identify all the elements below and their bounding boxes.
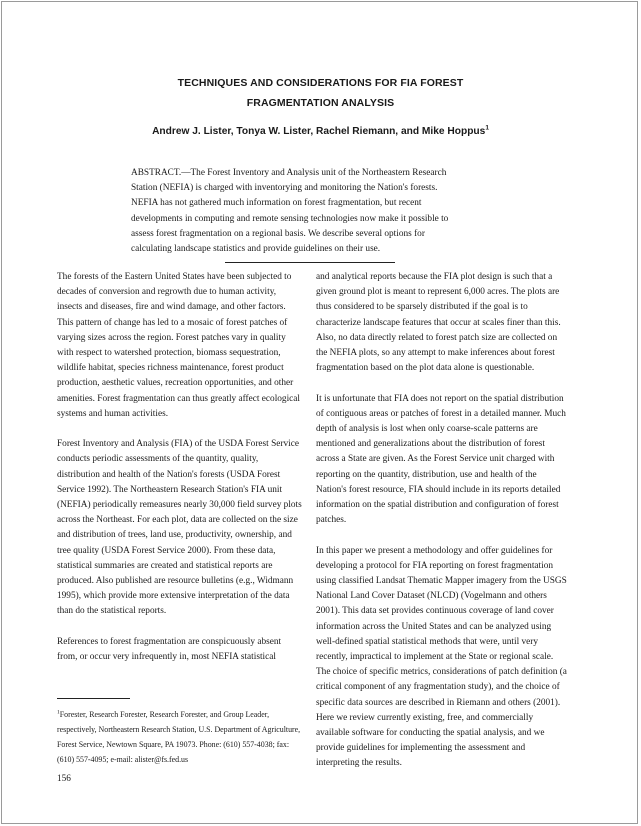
authors-text: Andrew J. Lister, Tonya W. Lister, Rachel Riemann, and Mike Hoppus <box>152 126 486 137</box>
author-list <box>0 125 641 139</box>
footnote <box>57 707 307 767</box>
page-number: 156 <box>57 774 71 784</box>
abstract-line: calculating landscape statistics and provide guidelines on their use. <box>131 244 381 255</box>
abstract-divider <box>225 262 395 263</box>
footnote-text: Forester, Research Forester, Research Forester, and Group Leader, respectively, Northeastern Research Station, U.S. Department of Agriculture, Forest Service, Newtown Square, PA 19073. Phone: (610) 557-4038; fax: (610) 557-4095; e-mail: alister@fs.fed.us <box>57 710 301 764</box>
footnote-mark: 1 <box>57 709 60 716</box>
authors-footnote-mark: 1 <box>485 124 489 132</box>
body-paragraph: Forest Inventory and Analysis (FIA) of the USDA Forest Service conducts periodic assessments of the quantity, quality, distribution and health of the Nation's forests (USDA Forest Service 1992). The Northeastern Research Station's FIA unit (NEFIA) periodically remeasures nearly 30,000 field survey plots across the Northeast. For each plot, data are collected on the size and distribution of trees, land use, productivity, ownership, and tree quality (USDA Forest Service 2000). From these data, statistical summaries are created and statistical reports are produced. Also published are resource bulletins (e.g., Widmann 1995), which provide more extensive interpretation of the data than do the statistical reports. <box>57 439 302 617</box>
right-column <box>316 270 568 787</box>
title-line-1: TECHNIQUES AND CONSIDERATIONS FOR FIA FOREST <box>177 77 464 89</box>
abstract <box>131 166 483 257</box>
abstract-line: assess forest fragmentation on a regional basis. We describe several options for <box>131 228 425 239</box>
left-column <box>57 270 303 680</box>
body-paragraph: References to forest fragmentation are conspicuously absent from, or occur very infrequently in, most NEFIA statistical <box>57 636 282 663</box>
abstract-line: Station (NEFIA) is charged with inventorying and monitoring the Nation's forests. <box>131 183 438 194</box>
body-paragraph: and analytical reports because the FIA plot design is such that a given ground plot is meant to represent 6,000 acres. The plots are thus considered to be sparsely distributed if the goal is to characterize landscape features that occur at scales finer than this. Also, no data directly related to forest patch size are collected on the NEFIA plots, so any attempt to make inferences about forest fragmentation based on the plot data alone is questionable. <box>316 272 561 374</box>
abstract-line: ABSTRACT.—The Forest Inventory and Analysis unit of the Northeastern Research <box>131 168 447 178</box>
abstract-line: NEFIA has not gathered much information on forest fragmentation, but recent <box>131 198 422 209</box>
footnote-divider <box>57 698 130 699</box>
body-paragraph: The forests of the Eastern United States have been subjected to decades of conversion and regrowth due to human activity, insects and diseases, fire and wind damage, and other factors. This pattern of change has led to a mosaic of forest patches of varying sizes across the region. Forest patches vary in quality with respect to watershed protection, biomass sequestration, wildlife habitat, species richness maintenance, forest product production, aesthetic values, recreation opportunities, and other amenities. Forest fragmentation can thus greatly affect ecological systems and human activities. <box>57 272 301 419</box>
paper-title <box>0 73 641 113</box>
title-line-2: FRAGMENTATION ANALYSIS <box>246 97 395 109</box>
body-paragraph: In this paper we present a methodology and offer guidelines for developing a protocol for FIA reporting on forest fragmentation using classified Landsat Thematic Mapper imagery from the USGS National Land Cover Dataset (NLCD) (Vogelmann and others 2001). This data set provides continuous coverage of land cover information across the United States and can be analyzed using well-defined spatial statistical methods that were, until very recently, impractical to implement at the State or regional scale. The choice of specific metrics, considerations of patch definition (a critical component of any fragmentation study), and the choice of specific data sources are described in Riemann and others (2001). Here we review currently existing, free, and commercially available software for conducting the spatial analysis, and we provide guidelines for implementing the assessment and interpreting the results. <box>316 545 567 769</box>
body-paragraph: It is unfortunate that FIA does not report on the spatial distribution of contiguous areas or patches of forest in a detailed manner. Much depth of analysis is lost when only coarse-scale patterns are mentioned and generalizations about the distribution of forest across a State are given. As the Forest Service unit charged with reporting on the quantity, distribution, use and health of the Nation's forest resource, FIA should include in its reports detailed information on the spatial distribution and configuration of forest patches. <box>316 393 566 526</box>
abstract-line: developments in computing and remote sensing technologies now make it possible to <box>131 213 449 224</box>
